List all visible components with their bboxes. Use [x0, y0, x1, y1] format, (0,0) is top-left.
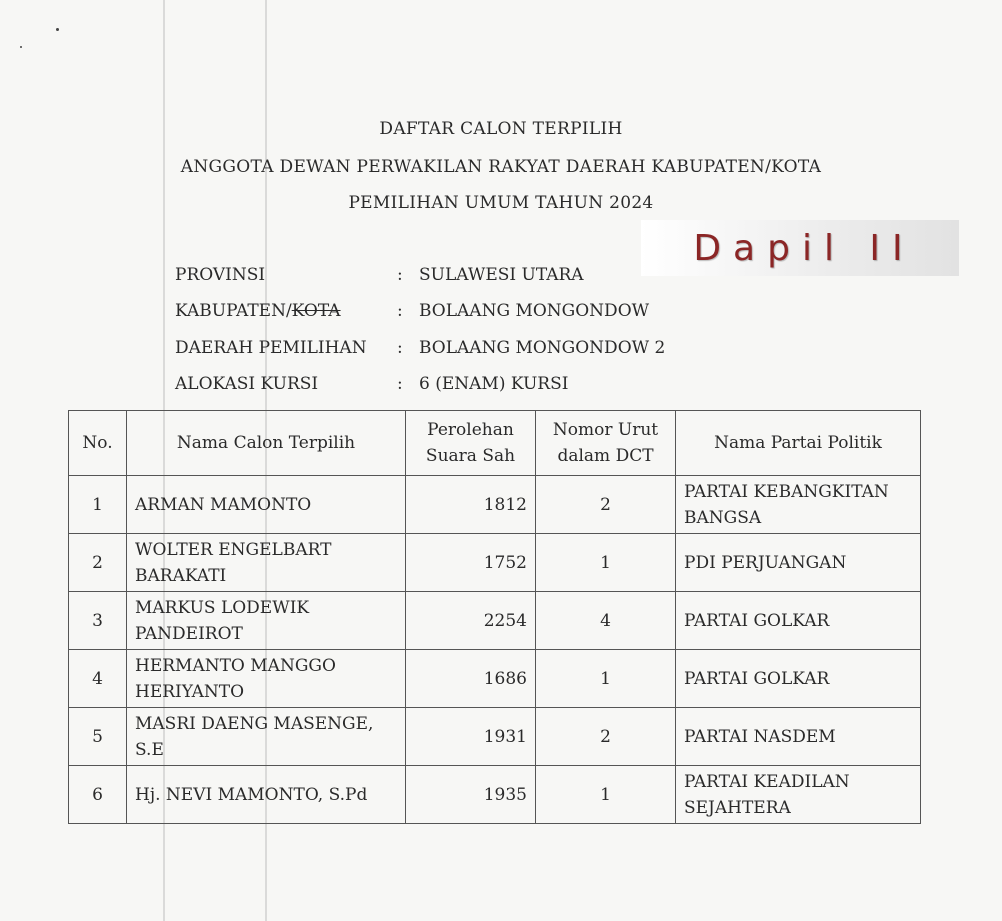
cell-party: [676, 708, 921, 766]
meta-seats: [175, 371, 568, 397]
cell-name: [127, 476, 406, 534]
cell-dct: 1: [536, 650, 676, 708]
cell-name-line1: WOLTER ENGELBART: [135, 539, 332, 560]
meta-separator: :: [397, 338, 403, 358]
meta-regency-label-struck: KOTA: [291, 301, 341, 321]
cell-name-line1: Hj. NEVI MAMONTO, S.Pd: [135, 784, 368, 805]
table-row: [69, 592, 921, 650]
cell-party: [676, 766, 921, 824]
cell-dct: 4: [536, 592, 676, 650]
cell-name-line1: ARMAN MAMONTO: [135, 494, 312, 515]
table-row: [69, 534, 921, 592]
meta-separator: :: [397, 301, 403, 321]
cell-votes: 1752: [406, 534, 536, 592]
cell-name-line2: PANDEIROT: [135, 623, 243, 644]
header-votes-line2: Suara Sah: [425, 446, 516, 466]
doc-title: DAFTAR CALON TERPILIH: [379, 119, 623, 139]
header-dct-line2: dalam DCT: [557, 446, 654, 466]
cell-dct: 1: [536, 534, 676, 592]
cell-party-line1: PARTAI GOLKAR: [684, 610, 830, 631]
cell-votes: 1812: [406, 476, 536, 534]
meta-separator: :: [397, 374, 403, 394]
cell-name-line1: MARKUS LODEWIK: [135, 597, 310, 618]
cell-dct: 2: [536, 708, 676, 766]
table-header-row: [69, 411, 921, 476]
cell-name-line2: HERIYANTO: [135, 681, 245, 702]
header-name: Nama Calon Terpilih: [127, 411, 406, 476]
meta-district-value: BOLAANG MONGONDOW 2: [419, 338, 666, 358]
cell-party-line1: PARTAI GOLKAR: [684, 668, 830, 689]
cell-no: 5: [69, 708, 127, 766]
cell-name: [127, 708, 406, 766]
meta-regency-label-main: KABUPATEN/: [175, 301, 292, 321]
scan-artifact-dot: [56, 28, 59, 31]
cell-votes: 1935: [406, 766, 536, 824]
cell-party-line1: PARTAI KEADILAN: [684, 771, 850, 792]
cell-no: 1: [69, 476, 127, 534]
cell-party: [676, 534, 921, 592]
results-table: [68, 410, 921, 824]
header-votes: [406, 411, 536, 476]
cell-name-line2: BARAKATI: [135, 565, 227, 586]
cell-name: [127, 534, 406, 592]
cell-party: [676, 650, 921, 708]
cell-party-line1: PARTAI NASDEM: [684, 726, 836, 747]
meta-separator: :: [397, 265, 403, 285]
header-dct-line1: Nomor Urut: [552, 420, 659, 440]
cell-name: [127, 592, 406, 650]
table-row: [69, 708, 921, 766]
table-row: [69, 476, 921, 534]
meta-regency-value: BOLAANG MONGONDOW: [419, 301, 650, 321]
doc-election-year: PEMILIHAN UMUM TAHUN 2024: [348, 193, 654, 213]
meta-regency-label: [175, 301, 397, 321]
dapil-banner-text: Dapil II: [693, 227, 915, 269]
meta-district-label: DAERAH PEMILIHAN: [175, 338, 367, 358]
cell-dct: 2: [536, 476, 676, 534]
header-no: No.: [69, 411, 127, 476]
cell-party: [676, 476, 921, 534]
header-dct: [536, 411, 676, 476]
table-row: [69, 766, 921, 824]
scan-artifact-dot: [20, 46, 22, 48]
cell-name: [127, 650, 406, 708]
meta-regency: [175, 298, 649, 324]
cell-party-line2: SEJAHTERA: [684, 797, 791, 818]
meta-seats-value: 6 (ENAM) KURSI: [419, 374, 569, 394]
table-row: [69, 650, 921, 708]
cell-name: [127, 766, 406, 824]
header-votes-line1: Perolehan: [427, 420, 514, 440]
cell-no: 4: [69, 650, 127, 708]
cell-party-line1: PDI PERJUANGAN: [684, 552, 847, 573]
meta-province: [175, 262, 584, 288]
cell-votes: 2254: [406, 592, 536, 650]
cell-name-line1: HERMANTO MANGGO: [135, 655, 336, 676]
cell-party: [676, 592, 921, 650]
meta-district: [175, 335, 665, 361]
doc-subtitle: ANGGOTA DEWAN PERWAKILAN RAKYAT DAERAH KABUPATEN/KOTA: [180, 157, 822, 177]
cell-no: 2: [69, 534, 127, 592]
cell-party-line1: PARTAI KEBANGKITAN: [684, 481, 889, 502]
meta-province-value: SULAWESI UTARA: [419, 265, 584, 285]
cell-votes: 1686: [406, 650, 536, 708]
cell-dct: 1: [536, 766, 676, 824]
meta-seats-label: ALOKASI KURSI: [175, 374, 319, 394]
cell-no: 6: [69, 766, 127, 824]
cell-name-line2: S.E: [135, 739, 164, 760]
dapil-banner: [641, 220, 959, 276]
header-party: Nama Partai Politik: [676, 411, 921, 476]
cell-votes: 1931: [406, 708, 536, 766]
cell-no: 3: [69, 592, 127, 650]
cell-party-line2: BANGSA: [684, 507, 762, 528]
meta-province-label: PROVINSI: [175, 265, 266, 285]
cell-name-line1: MASRI DAENG MASENGE,: [135, 713, 374, 734]
